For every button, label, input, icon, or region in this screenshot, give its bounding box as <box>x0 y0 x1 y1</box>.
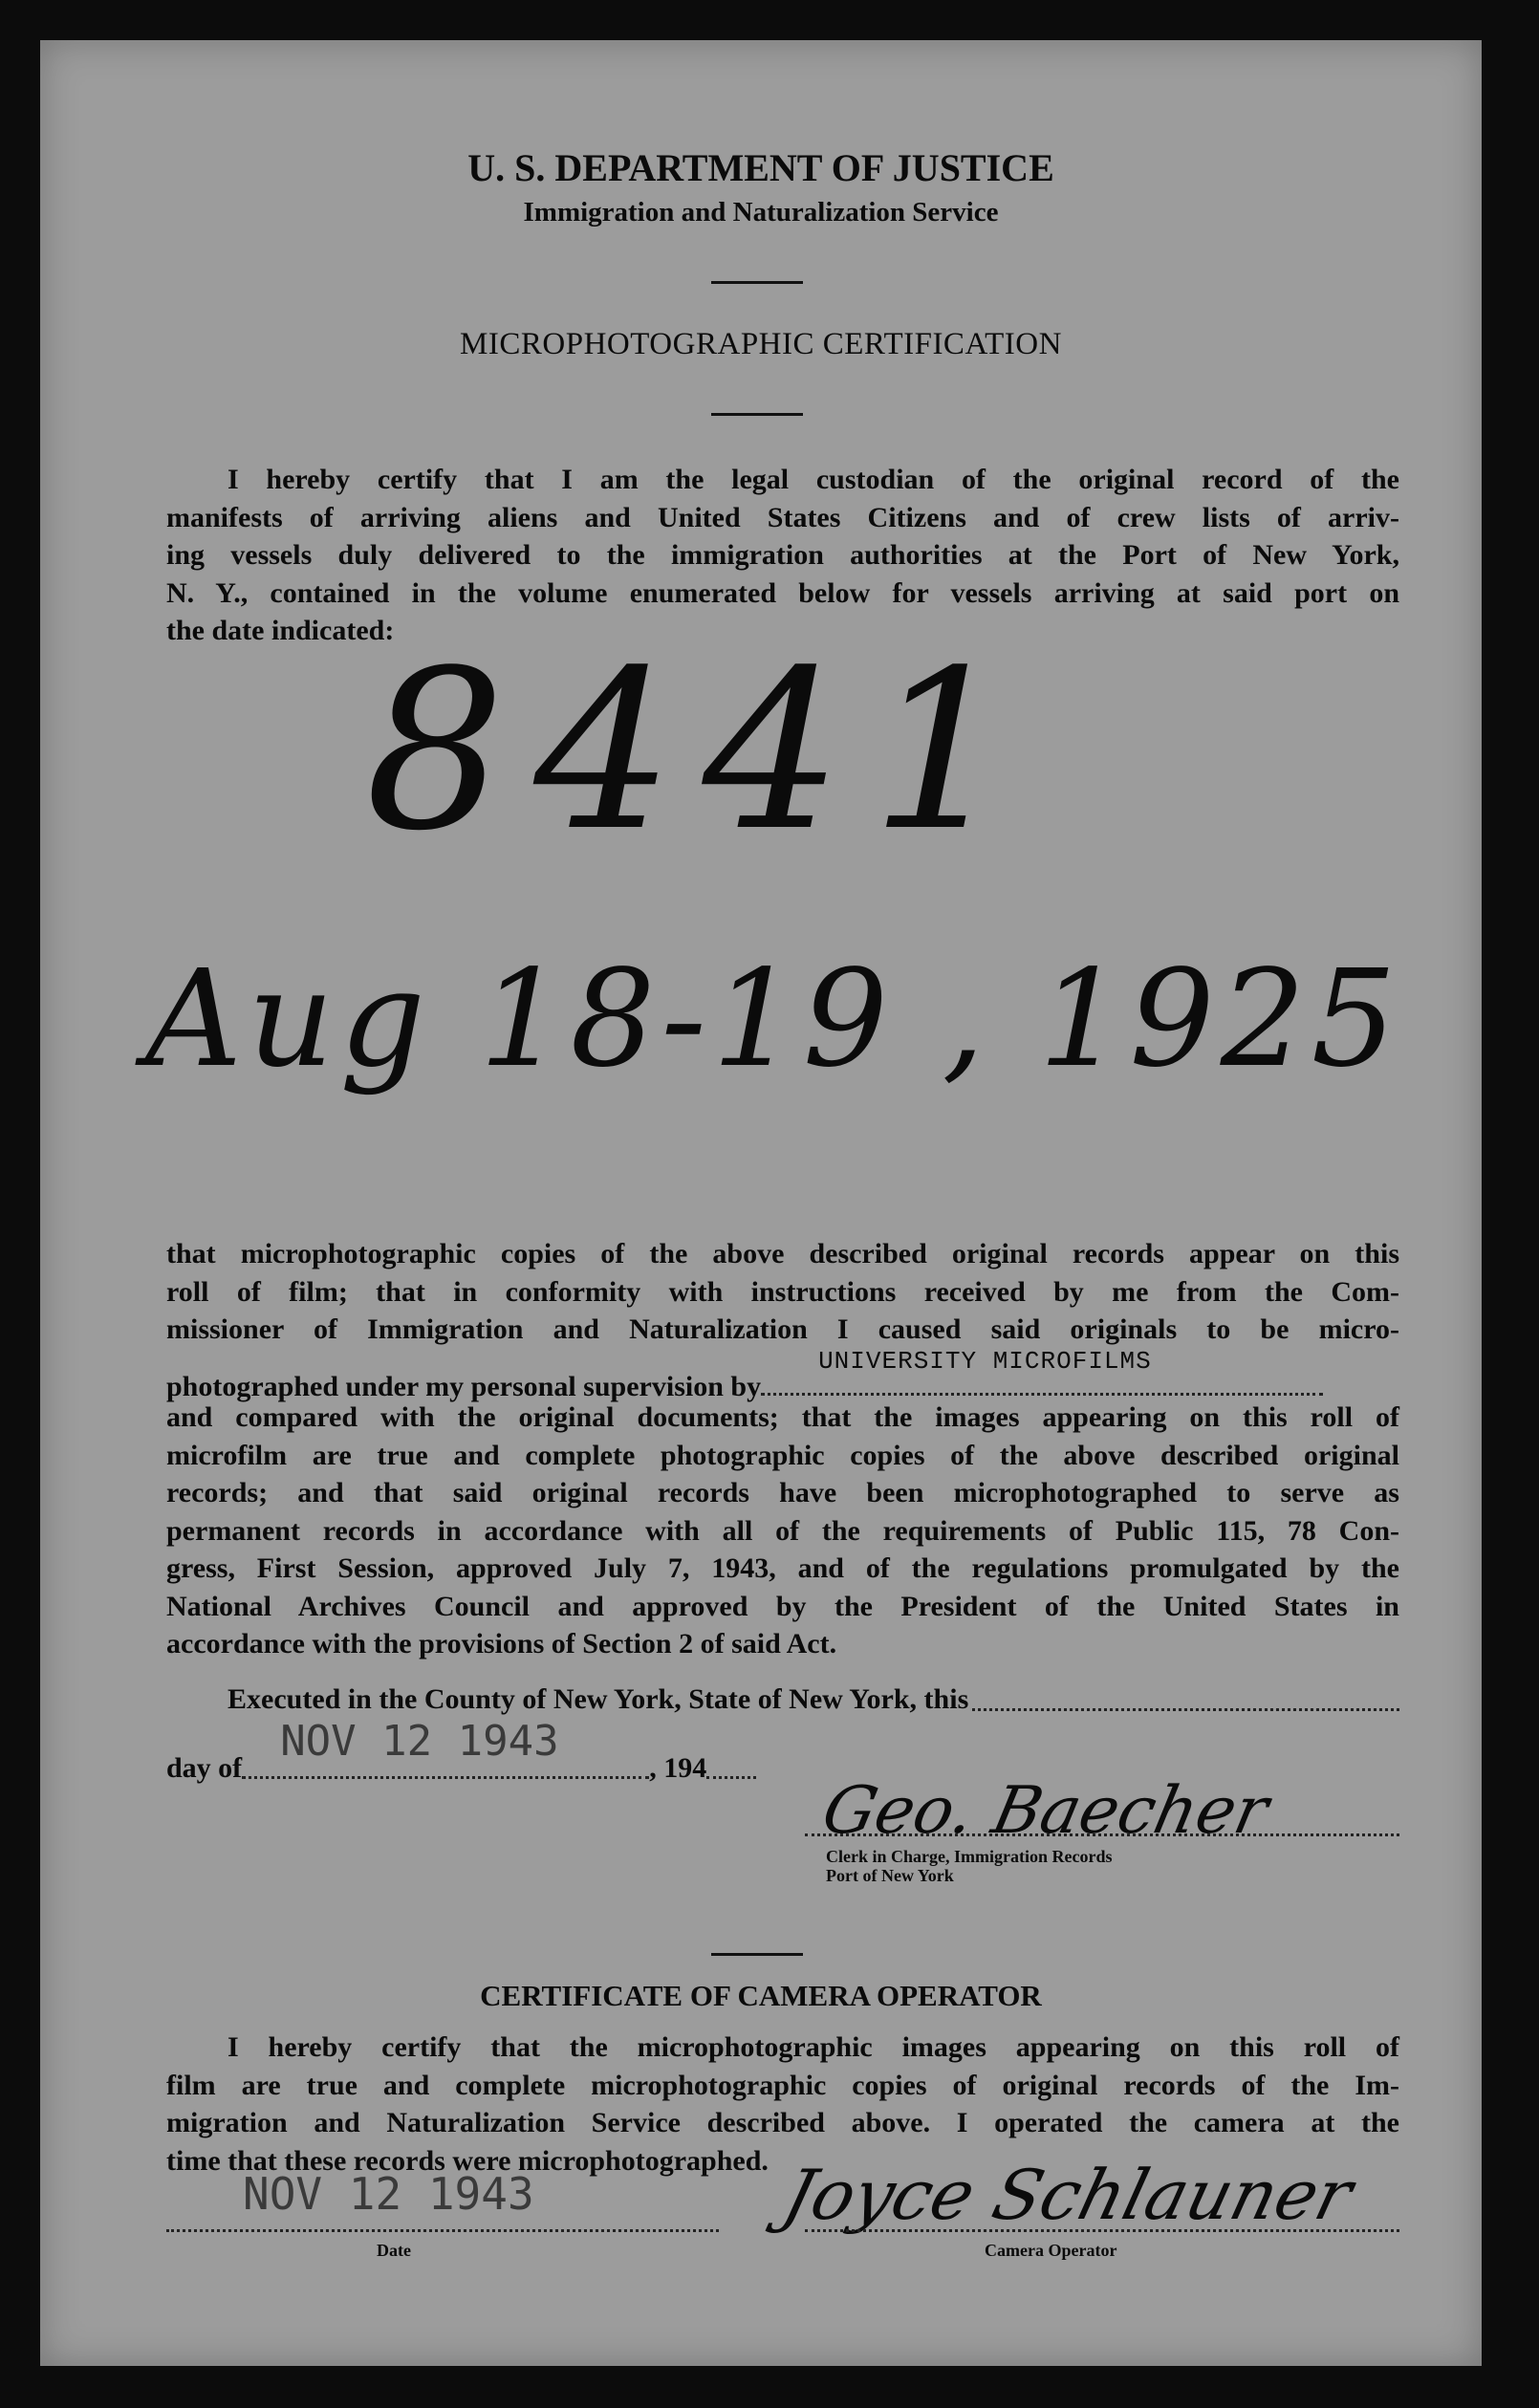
paragraph-line: and compared with the original documents; that the images appearing on this roll of <box>166 1401 1399 1433</box>
clerk-signature: Geo. Baecher <box>815 1773 1275 1849</box>
body-paragraph-bottom <box>166 1399 1399 1663</box>
typed-company: UNIVERSITY MICROFILMS <box>818 1347 1152 1376</box>
operator-label: Camera Operator <box>985 2241 1117 2260</box>
service-subheading: Immigration and Naturalization Service <box>523 197 999 228</box>
operator-stamped-date: NOV 12 1943 <box>243 2168 534 2220</box>
executed-text: Executed in the County of New York, State of New York, this <box>228 1683 969 1715</box>
executed-line <box>228 1681 1399 1719</box>
paragraph-line: microfilm are true and complete photographic copies of the above described original <box>166 1439 1399 1471</box>
date-label: Date <box>377 2241 411 2260</box>
date-line <box>166 2229 719 2232</box>
supervision-field <box>761 1347 1323 1396</box>
paragraph-line: I hereby certify that the microphotographic images appearing on this roll of <box>228 2031 1399 2063</box>
day-of-label: day of <box>166 1751 243 1784</box>
camera-certificate-title: CERTIFICATE OF CAMERA OPERATOR <box>480 1979 1042 2012</box>
paragraph-line: roll of film; that in conformity with instructions received by me from the Com- <box>166 1275 1399 1308</box>
paragraph-line: National Archives Council and approved by the President of the United States in <box>166 1590 1399 1622</box>
divider <box>711 281 803 284</box>
handwritten-date-range: Aug 18-19 , 1925 <box>145 942 1402 1097</box>
divider <box>711 413 803 416</box>
stamped-date: NOV 12 1943 <box>280 1717 559 1766</box>
day-of-field <box>242 1717 649 1779</box>
certificate-sheet <box>40 40 1482 2366</box>
paragraph-line: records; and that said original records have been microphotographed to serve as <box>166 1477 1399 1508</box>
paragraph-line: ing vessels duly delivered to the immigration authorities at the Port of New York, <box>166 539 1399 571</box>
certification-paragraph <box>166 461 1399 650</box>
paragraph-line: accordance with the provisions of Section 2 of said Act. <box>166 1628 837 1660</box>
day-of-line <box>166 1717 756 1787</box>
paragraph-line: time that these records were microphotographed. <box>166 2144 769 2177</box>
paragraph-line: film are true and complete microphotographic copies of original records of the Im- <box>166 2069 1399 2101</box>
clerk-title-line1: Clerk in Charge, Immigration Records <box>826 1847 1113 1866</box>
handwritten-volume-number: 8441 <box>365 624 1040 879</box>
year-field <box>706 1776 756 1779</box>
paragraph-line: migration and Naturalization Service described above. I operated the camera at the <box>166 2107 1399 2138</box>
year-prefix: , 194 <box>649 1751 707 1784</box>
operator-signature-line <box>805 2229 1399 2232</box>
paragraph-line: that microphotographic copies of the above described original records appear on this <box>166 1238 1399 1269</box>
department-heading: U. S. DEPARTMENT OF JUSTICE <box>467 146 1054 189</box>
paragraph-line: gress, First Session, approved July 7, 1943, and of the regulations promulgated by the <box>166 1552 1399 1584</box>
paragraph-line: missioner of Immigration and Naturalization I caused said originals to be micro- <box>166 1313 1399 1345</box>
executed-day-field <box>972 1681 1399 1711</box>
divider <box>711 1953 803 1956</box>
clerk-title-line2: Port of New York <box>826 1866 954 1885</box>
paragraph-line: manifests of arriving aliens and United States Citizens and of crew lists of arriv- <box>166 501 1399 533</box>
paragraph-line: the date indicated: <box>166 615 395 646</box>
operator-signature: Joyce Schlauner <box>775 2155 1360 2235</box>
paragraph-line: permanent records in accordance with all of the requirements of Public 115, 78 Con- <box>166 1514 1399 1547</box>
supervision-prefix: photographed under my personal supervision by <box>166 1371 762 1402</box>
paragraph-line: N. Y., contained in the volume enumerated below for vessels arriving at said port on <box>166 576 1399 609</box>
paragraph-line: I hereby certify that I am the legal custodian of the original record of the <box>228 464 1399 495</box>
clerk-signature-line <box>805 1833 1399 1836</box>
body-paragraph-top <box>166 1235 1399 1349</box>
form-title: MICROPHOTOGRAPHIC CERTIFICATION <box>460 327 1062 361</box>
